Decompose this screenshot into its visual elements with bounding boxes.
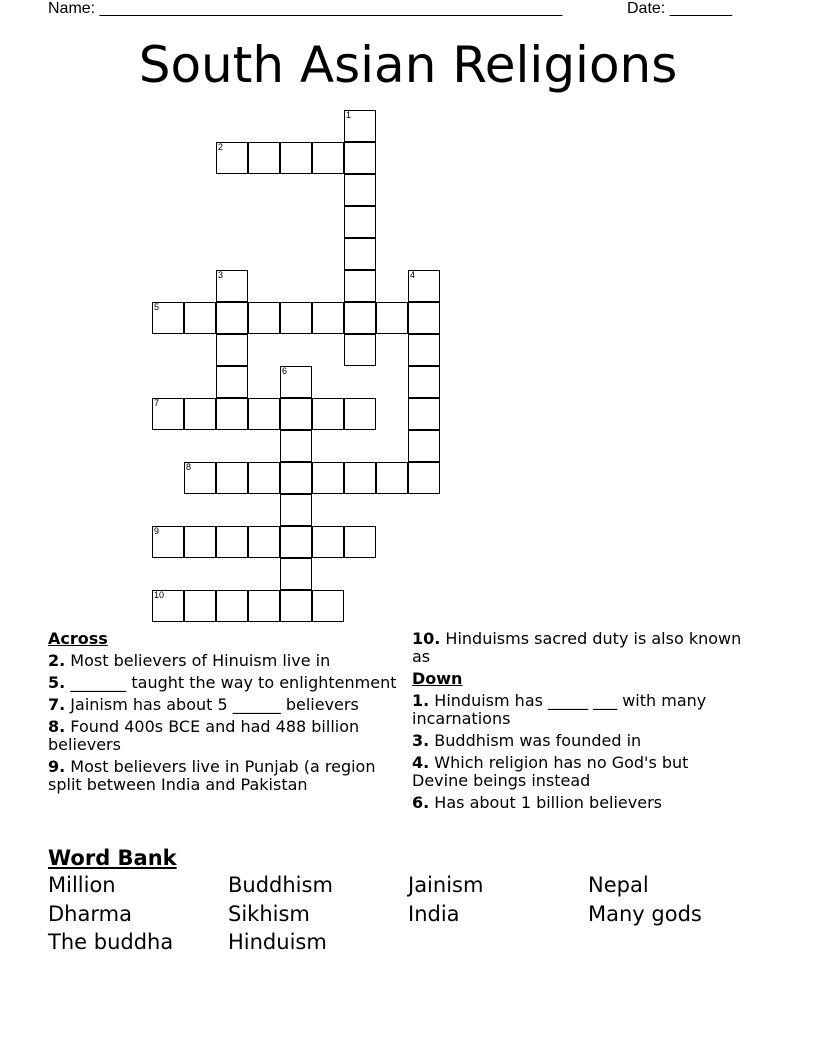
crossword-cell[interactable] — [408, 366, 440, 398]
crossword-cell[interactable] — [344, 526, 376, 558]
crossword-cell[interactable] — [216, 334, 248, 366]
clues-column-left — [48, 630, 404, 798]
clue-text: Most believers live in Punjab (a region split between India and Pakistan — [48, 757, 376, 794]
word-bank-item: Nepal — [588, 873, 649, 897]
crossword-cell[interactable] — [280, 526, 312, 558]
crossword-cell[interactable] — [248, 526, 280, 558]
clue-across-7 — [48, 696, 404, 714]
crossword-cell[interactable] — [184, 526, 216, 558]
clue-text: _______ taught the way to enlightenment — [65, 673, 397, 692]
word-bank-item: Many gods — [588, 902, 702, 926]
crossword-cell[interactable] — [216, 398, 248, 430]
name-field[interactable]: Name: ____________________________________________________ — [48, 0, 563, 17]
crossword-cell[interactable] — [344, 462, 376, 494]
crossword-cell[interactable] — [184, 590, 216, 622]
crossword-cell[interactable] — [344, 302, 376, 334]
crossword-cell[interactable] — [408, 398, 440, 430]
crossword-cell[interactable] — [344, 238, 376, 270]
word-bank-item: Jainism — [408, 873, 484, 897]
crossword-cell[interactable] — [344, 206, 376, 238]
crossword-cell[interactable] — [376, 462, 408, 494]
crossword-cell[interactable] — [344, 398, 376, 430]
cell-number: 3 — [218, 270, 224, 280]
crossword-cell[interactable] — [280, 398, 312, 430]
crossword-cell[interactable] — [280, 430, 312, 462]
clue-number: 9. — [48, 757, 66, 776]
clue-across-9 — [48, 758, 404, 794]
clue-text: Found 400s BCE and had 488 billion believers — [48, 717, 360, 754]
clue-across-8 — [48, 718, 404, 754]
clue-text: Hinduisms sacred duty is also known as — [412, 629, 742, 666]
clues-column-right — [412, 630, 742, 816]
crossword-cell[interactable] — [408, 430, 440, 462]
clue-number: 10. — [412, 629, 441, 648]
cell-number: 9 — [154, 526, 160, 536]
crossword-cell[interactable] — [248, 462, 280, 494]
clue-number: 5. — [48, 673, 66, 692]
clue-number: 7. — [48, 695, 66, 714]
clue-down-1 — [412, 692, 742, 728]
clue-across-5 — [48, 674, 404, 692]
crossword-cell[interactable] — [376, 302, 408, 334]
crossword-cell[interactable] — [248, 302, 280, 334]
clue-down-6 — [412, 794, 742, 812]
word-bank-item: Buddhism — [228, 873, 333, 897]
clue-down-3 — [412, 732, 742, 750]
word-bank-title: Word Bank — [48, 846, 177, 870]
cell-number: 8 — [186, 462, 192, 472]
clue-number: 8. — [48, 717, 66, 736]
crossword-cell[interactable] — [216, 526, 248, 558]
word-bank-item: India — [408, 902, 460, 926]
crossword-cell[interactable] — [184, 398, 216, 430]
crossword-cell[interactable] — [216, 302, 248, 334]
crossword-cell[interactable] — [344, 174, 376, 206]
clue-down-4 — [412, 754, 742, 790]
clue-number: 1. — [412, 691, 430, 710]
down-heading: Down — [412, 669, 463, 688]
page-title: South Asian Religions — [138, 36, 678, 94]
clue-text: Jainism has about 5 ______ believers — [65, 695, 359, 714]
clue-number: 2. — [48, 651, 66, 670]
crossword-cell[interactable] — [312, 302, 344, 334]
crossword-cell[interactable] — [216, 590, 248, 622]
crossword-cell[interactable] — [408, 302, 440, 334]
crossword-cell[interactable] — [216, 462, 248, 494]
crossword-cell[interactable] — [312, 142, 344, 174]
cell-number: 10 — [154, 590, 165, 600]
word-bank-item: Hinduism — [228, 930, 327, 954]
cell-number: 7 — [154, 398, 160, 408]
crossword-cell[interactable] — [312, 590, 344, 622]
crossword-cell[interactable] — [280, 462, 312, 494]
crossword-cell[interactable] — [248, 398, 280, 430]
crossword-cell[interactable] — [344, 334, 376, 366]
crossword-cell[interactable] — [216, 366, 248, 398]
crossword-cell[interactable] — [280, 302, 312, 334]
date-field[interactable]: Date: _______ — [627, 0, 732, 17]
cell-number: 5 — [154, 302, 160, 312]
word-bank-item: Million — [48, 873, 116, 897]
crossword-cell[interactable] — [344, 270, 376, 302]
crossword-cell[interactable] — [248, 590, 280, 622]
clue-across-10 — [412, 630, 742, 666]
clue-text: Buddhism was founded in — [429, 731, 642, 750]
clue-across-2 — [48, 652, 404, 670]
clue-number: 6. — [412, 793, 430, 812]
cell-number: 1 — [346, 110, 352, 120]
crossword-cell[interactable] — [280, 558, 312, 590]
crossword-cell[interactable] — [408, 334, 440, 366]
cell-number: 6 — [282, 366, 288, 376]
crossword-cell[interactable] — [408, 462, 440, 494]
crossword-cell[interactable] — [184, 302, 216, 334]
clue-number: 3. — [412, 731, 430, 750]
clue-number: 4. — [412, 753, 430, 772]
cell-number: 2 — [218, 142, 224, 152]
clue-text: Which religion has no God's but Devine beings instead — [412, 753, 689, 790]
clue-text: Hinduism has _____ ___ with many incarnations — [412, 691, 707, 728]
crossword-cell[interactable] — [344, 142, 376, 174]
word-bank-item: Dharma — [48, 902, 132, 926]
crossword-cell[interactable] — [280, 142, 312, 174]
crossword-cell[interactable] — [312, 462, 344, 494]
cell-number: 4 — [410, 270, 416, 280]
word-bank-item: Sikhism — [228, 902, 310, 926]
across-heading: Across — [48, 629, 108, 648]
crossword-cell[interactable] — [312, 398, 344, 430]
word-bank-item: The buddha — [48, 930, 174, 954]
clue-text: Has about 1 billion believers — [429, 793, 662, 812]
crossword-cell[interactable] — [280, 494, 312, 526]
crossword-cell[interactable] — [280, 590, 312, 622]
clue-text: Most believers of Hinuism live in — [65, 651, 331, 670]
crossword-cell[interactable] — [312, 526, 344, 558]
crossword-cell[interactable] — [248, 142, 280, 174]
